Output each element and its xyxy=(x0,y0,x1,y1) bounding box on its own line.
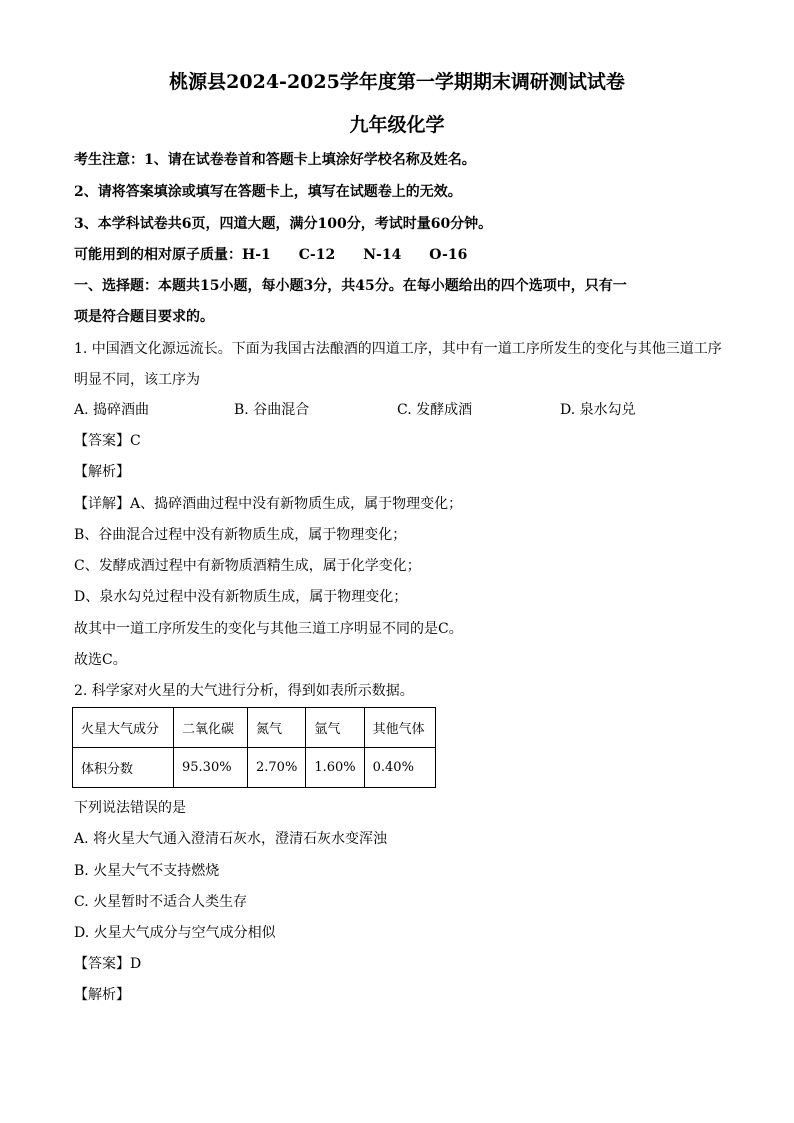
q2-analysis-label: 【解析】 xyxy=(74,987,130,1003)
q1-stem-line-2: 明显不同，该工序为 xyxy=(74,372,200,388)
q1-analysis-label: 【解析】 xyxy=(74,464,130,480)
table-row xyxy=(73,748,436,788)
table-cell: 氮气 xyxy=(248,708,306,748)
q2-answer: 【答案】D xyxy=(74,956,142,972)
notice-line-3: 3、本学科试卷共6页，四道大题，满分100分，考试时量60分钟。 xyxy=(74,216,493,232)
table-cell: 氩气 xyxy=(306,708,364,748)
q1-stem-line-1: 1. 中国酒文化源远流长。下面为我国古法酿酒的四道工序，其中有一道工序所发生的变化与其他三道工序 xyxy=(74,341,722,357)
notice-line-1: 考生注意：1、请在试卷卷首和答题卡上填涂好学校名称及姓名。 xyxy=(74,152,476,168)
q1-option-b: B. 谷曲混合 xyxy=(234,402,310,418)
q2-option-a: A. 将火星大气通入澄清石灰水，澄清石灰水变浑浊 xyxy=(74,831,388,847)
section-heading-line-1: 一、选择题：本题共15小题，每小题3分，共45分。在每小题给出的四个选项中，只有一 xyxy=(74,278,627,294)
atomic-mass-line: 可能用到的相对原子质量：H-1 C-12 N-14 O-16 xyxy=(74,247,468,263)
exam-subtitle: 九年级化学 xyxy=(349,114,445,136)
q1-detail-line-4: D、泉水勾兑过程中没有新物质生成，属于物理变化； xyxy=(74,589,408,605)
q2-question: 下列说法错误的是 xyxy=(74,800,186,816)
table-cell: 火星大气成分 xyxy=(73,708,174,748)
table-cell: 1.60% xyxy=(306,748,364,788)
table-cell: 二氧化碳 xyxy=(174,708,248,748)
q1-option-d: D. 泉水勾兑 xyxy=(560,402,636,418)
q1-option-a: A. 捣碎酒曲 xyxy=(74,402,150,418)
q2-option-d: D. 火星大气成分与空气成分相似 xyxy=(74,925,276,941)
exam-title: 桃源县2024-2025学年度第一学期期末调研测试试卷 xyxy=(169,71,625,93)
q1-option-c: C. 发酵成酒 xyxy=(397,402,473,418)
q1-detail-line-3: C、发酵成酒过程中有新物质酒精生成，属于化学变化； xyxy=(74,558,421,574)
q1-detail-line-2: B、谷曲混合过程中没有新物质生成，属于物理变化； xyxy=(74,527,407,543)
mars-atmosphere-table xyxy=(72,707,436,788)
table-cell: 其他气体 xyxy=(364,708,435,748)
notice-line-2: 2、请将答案填涂或填写在答题卡上，填写在试题卷上的无效。 xyxy=(74,184,462,200)
table-cell: 95.30% xyxy=(174,748,248,788)
section-heading-line-2: 项是符合题目要求的。 xyxy=(74,309,214,325)
table-cell: 0.40% xyxy=(364,748,435,788)
q1-detail-line-5: 故其中一道工序所发生的变化与其他三道工序明显不同的是C。 xyxy=(74,621,463,637)
q1-answer: 【答案】C xyxy=(74,433,141,449)
q2-option-b: B. 火星大气不支持燃烧 xyxy=(74,863,220,879)
q1-conclusion: 故选C。 xyxy=(74,652,127,668)
table-cell: 体积分数 xyxy=(73,748,174,788)
table-header-row xyxy=(73,708,436,748)
q2-stem: 2. 科学家对火星的大气进行分析，得到如表所示数据。 xyxy=(74,683,414,699)
q1-detail-line-1: 【详解】A、捣碎酒曲过程中没有新物质生成，属于物理变化； xyxy=(74,496,463,512)
q2-option-c: C. 火星暂时不适合人类生存 xyxy=(74,894,248,910)
table-cell: 2.70% xyxy=(248,748,306,788)
